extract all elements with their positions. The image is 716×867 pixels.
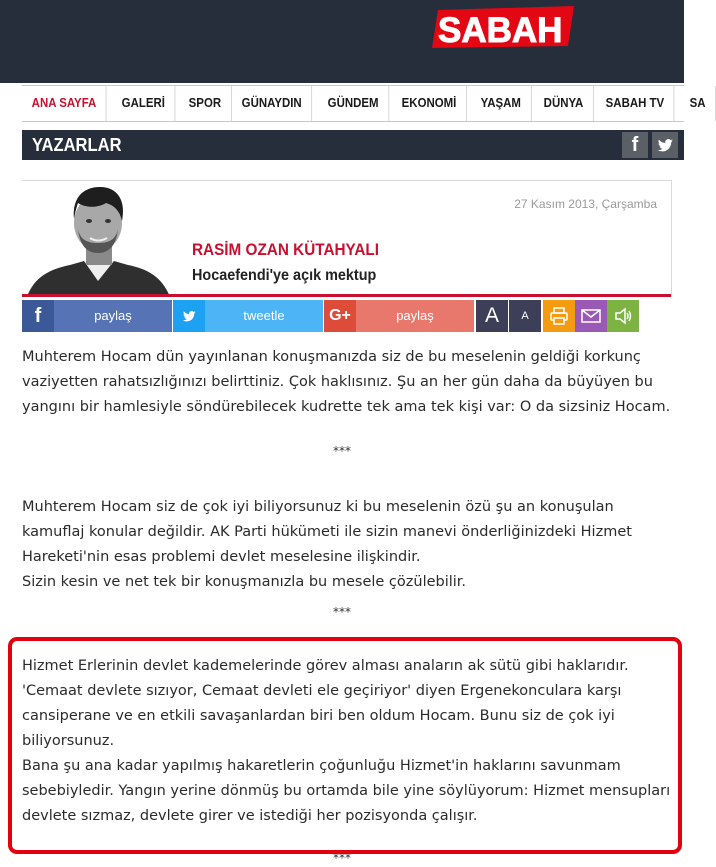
google-plus-icon[interactable]: G+ [324,300,356,332]
facebook-share-button[interactable]: paylaş [54,300,172,332]
text-line: Sizin kesin ve net tek bir konuşmanızla bu mesele çözülebilir. [22,574,467,590]
nav-item-sa[interactable]: SA [680,86,716,121]
sabah-logo[interactable] [428,4,578,52]
twitter-icon[interactable] [652,132,678,158]
author-photo [22,181,172,297]
separator: *** [333,851,351,865]
nav-item-yaşam[interactable]: YAŞAM [471,86,532,121]
facebook-icon[interactable]: f [622,132,648,158]
text-line: sebebiyledir. Yangın yerine dönmüş bu ortamda bile yine söylüyorum: Hizmet mensupları [22,783,671,799]
nav-item-ekonomi̇[interactable]: EKONOMİ [392,86,467,121]
font-increase-button[interactable]: A [476,300,508,332]
speaker-icon[interactable] [607,300,639,332]
text-line: biliyorsunuz. [22,733,115,749]
logo-text: SABAH [438,11,563,50]
facebook-icon[interactable]: f [22,300,54,332]
nav-item-dünya[interactable]: DÜNYA [534,86,594,121]
font-decrease-button[interactable]: A [509,300,541,332]
section-bar [22,130,684,160]
text-line: vaziyetten rahatsızlığınızı belirttiniz. Çok haklısınız. Şu an her gün daha da büyüyen bu [22,374,653,390]
nav-item-galeri̇[interactable]: GALERİ [112,86,175,121]
nav-item-sabah-tv[interactable]: SABAH TV [596,86,675,121]
text-line: cansiperane ve en etkili savaşanlardan biri ben oldum Hocam. Bunu siz de çok iyi [22,708,615,724]
nav-item-ana-sayfa[interactable]: ANA SAYFA [22,86,107,121]
text-line: Hareketi'nin esas problemi devlet meselesine ilişkindir. [22,549,421,565]
text-line: kamuflaj konular değildir. AK Parti hükümeti ile sizin manevi önderliğinizdeki Hizmet [22,524,632,540]
masthead [0,0,684,83]
nav-item-gündem[interactable]: GÜNDEM [318,86,389,121]
text-line: devlete sızmaz, devlete girer ve istediği her pozisyonda çalışır. [22,808,478,824]
separator: *** [333,444,351,458]
twitter-icon[interactable] [173,300,205,332]
author-name[interactable]: RASİM OZAN KÜTAHYALI [192,240,380,259]
separator: *** [333,605,351,619]
print-icon[interactable] [543,300,575,332]
main-nav [22,85,706,122]
highlight-box [8,637,682,854]
article-date: 27 Kasım 2013, Çarşamba [514,197,657,211]
text-line: Muhterem Hocam dün yayınlanan konuşmanızda siz de bu meselenin geldiği korkunç [22,349,641,365]
text-line: 'Cemaat devlete sızıyor, Cemaat devleti ele geçiriyor' diyen Ergenekonculara karşı [22,683,622,699]
text-line: Bana şu ana kadar yapılmış hakaretlerin çoğunluğu Hizmet'in haklarını savunmam [22,758,621,774]
nav-item-günaydin[interactable]: GÜNAYDIN [232,86,312,121]
author-box [22,180,672,297]
paragraph-1 [22,345,682,420]
title-divider [22,294,671,297]
mail-icon[interactable] [575,300,607,332]
paragraph-2 [22,495,682,595]
google-share-button[interactable]: paylaş [356,300,474,332]
nav-item-spor[interactable]: SPOR [179,86,232,121]
article-title: Hocaefendi'ye açık mektup [192,267,377,284]
section-title[interactable]: YAZARLAR [32,135,122,155]
text-line: Muhterem Hocam siz de çok iyi biliyorsunuz ki bu meselenin özü şu an konuşulan [22,499,614,515]
text-line: yangını bir hamlesiyle söndürebilecek kudrette tek ama tek kişi var: O da sizsiniz Hocam. [22,399,671,415]
text-line: Hizmet Erlerinin devlet kademelerinde görev alması anaların ak sütü gibi haklarıdır. [22,658,629,674]
twitter-share-button[interactable]: tweetle [205,300,323,332]
